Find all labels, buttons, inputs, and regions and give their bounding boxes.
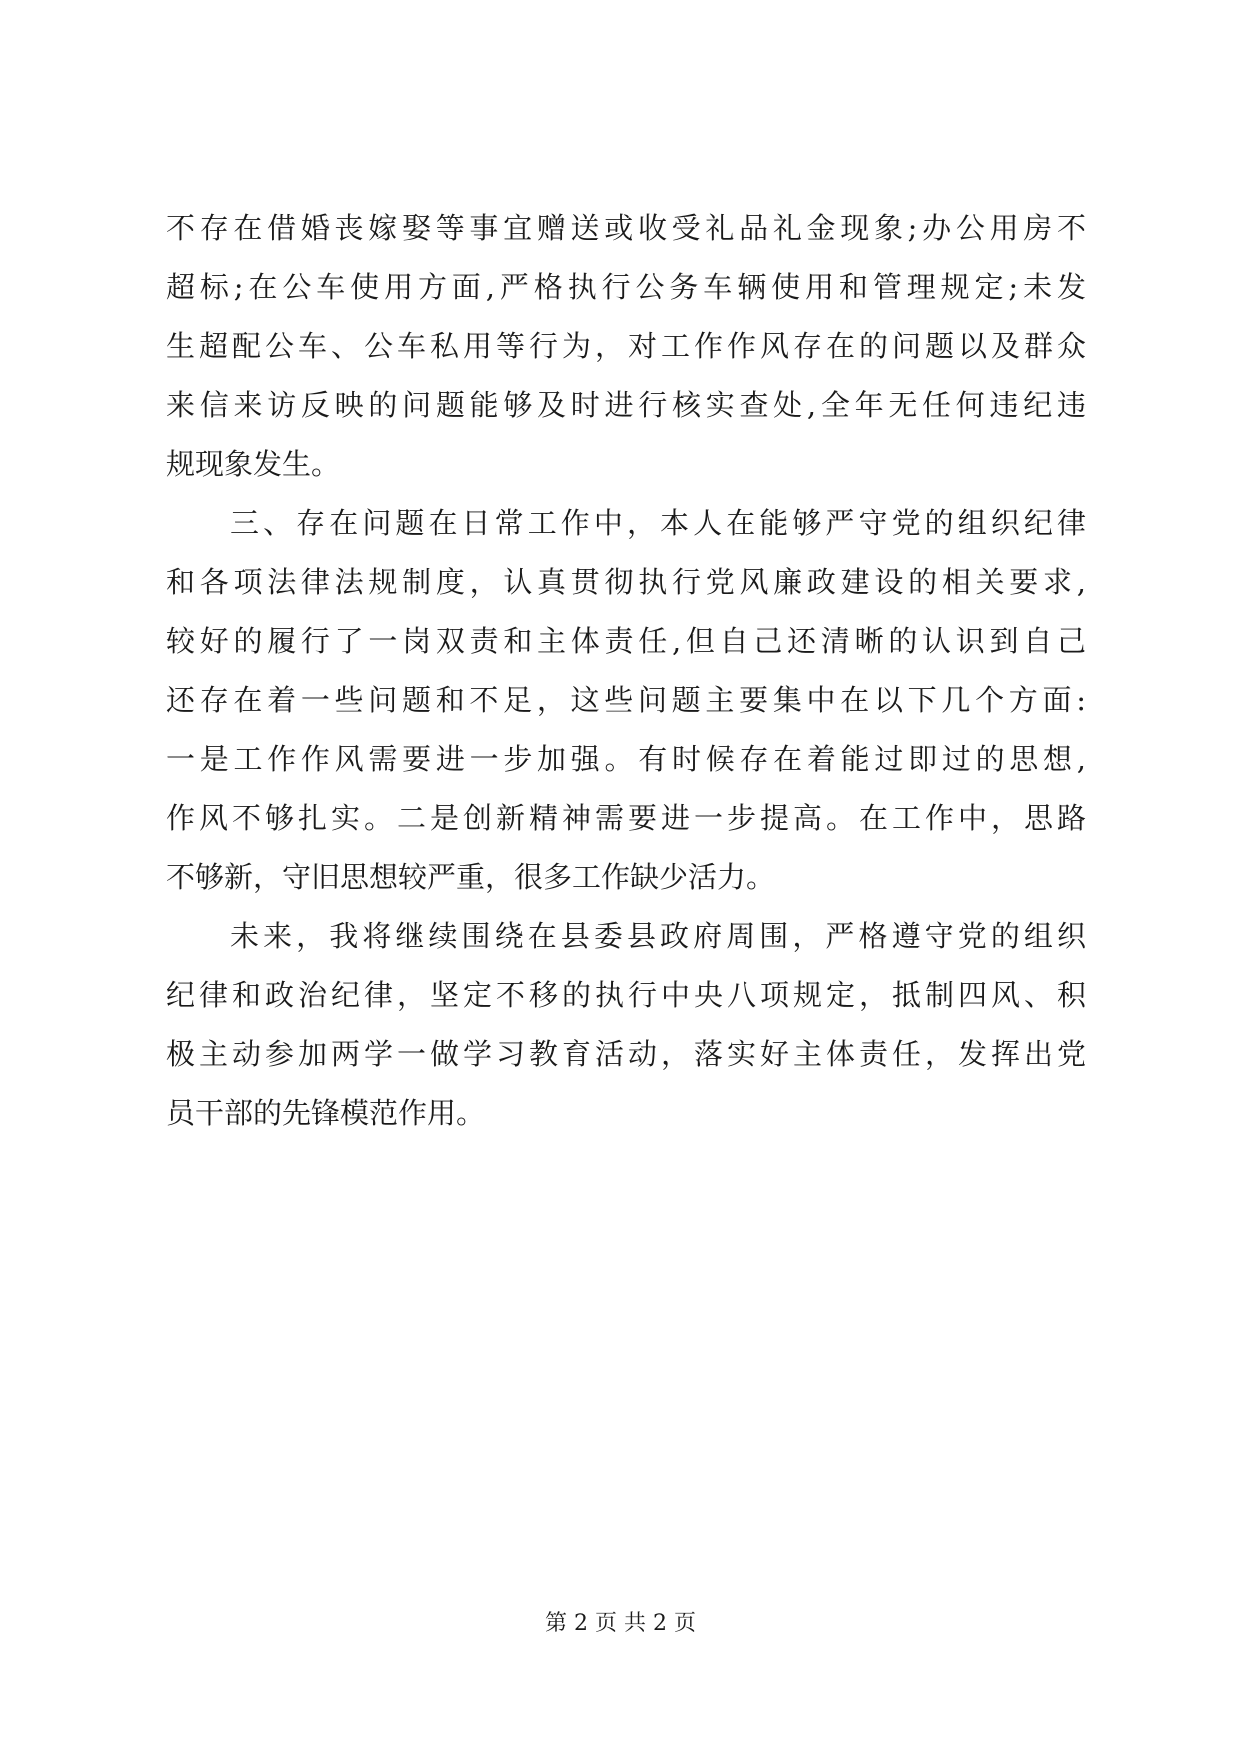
page-number-footer: 第 2 页 共 2 页: [545, 1611, 696, 1636]
text-line: 生超配公车、公车私用等行为，对工作作风存在的问题以及群众: [166, 329, 1086, 363]
text-line: 作风不够扎实。二是创新精神需要进一步提高。在工作中，思路: [166, 801, 1086, 835]
text-line: 超标;在公车使用方面,严格执行公务车辆使用和管理规定;未发: [166, 270, 1086, 304]
text-line: 极主动参加两学一做学习教育活动，落实好主体责任，发挥出党: [166, 1037, 1086, 1071]
text-line: 规现象发生。: [166, 447, 341, 481]
text-line: 不存在借婚丧嫁娶等事宜赠送或收受礼品礼金现象;办公用房不: [166, 211, 1086, 245]
text-line: 三、存在问题在日常工作中，本人在能够严守党的组织纪律: [230, 506, 1086, 540]
text-line: 不够新，守旧思想较严重，很多工作缺少活力。: [166, 860, 776, 894]
text-line: 来信来访反映的问题能够及时进行核实查处,全年无任何违纪违: [166, 388, 1086, 422]
text-line: 员干部的先锋模范作用。: [166, 1096, 486, 1130]
text-line: 和各项法律法规制度，认真贯彻执行党风廉政建设的相关要求,: [166, 565, 1086, 599]
text-line: 较好的履行了一岗双责和主体责任,但自己还清晰的认识到自己: [166, 624, 1086, 658]
text-line: 纪律和政治纪律，坚定不移的执行中央八项规定，抵制四风、积: [166, 978, 1086, 1012]
text-line: 未来，我将继续围绕在县委县政府周围，严格遵守党的组织: [230, 919, 1086, 953]
text-line: 还存在着一些问题和不足，这些问题主要集中在以下几个方面:: [166, 683, 1086, 717]
text-line: 一是工作作风需要进一步加强。有时候存在着能过即过的思想,: [166, 742, 1086, 776]
